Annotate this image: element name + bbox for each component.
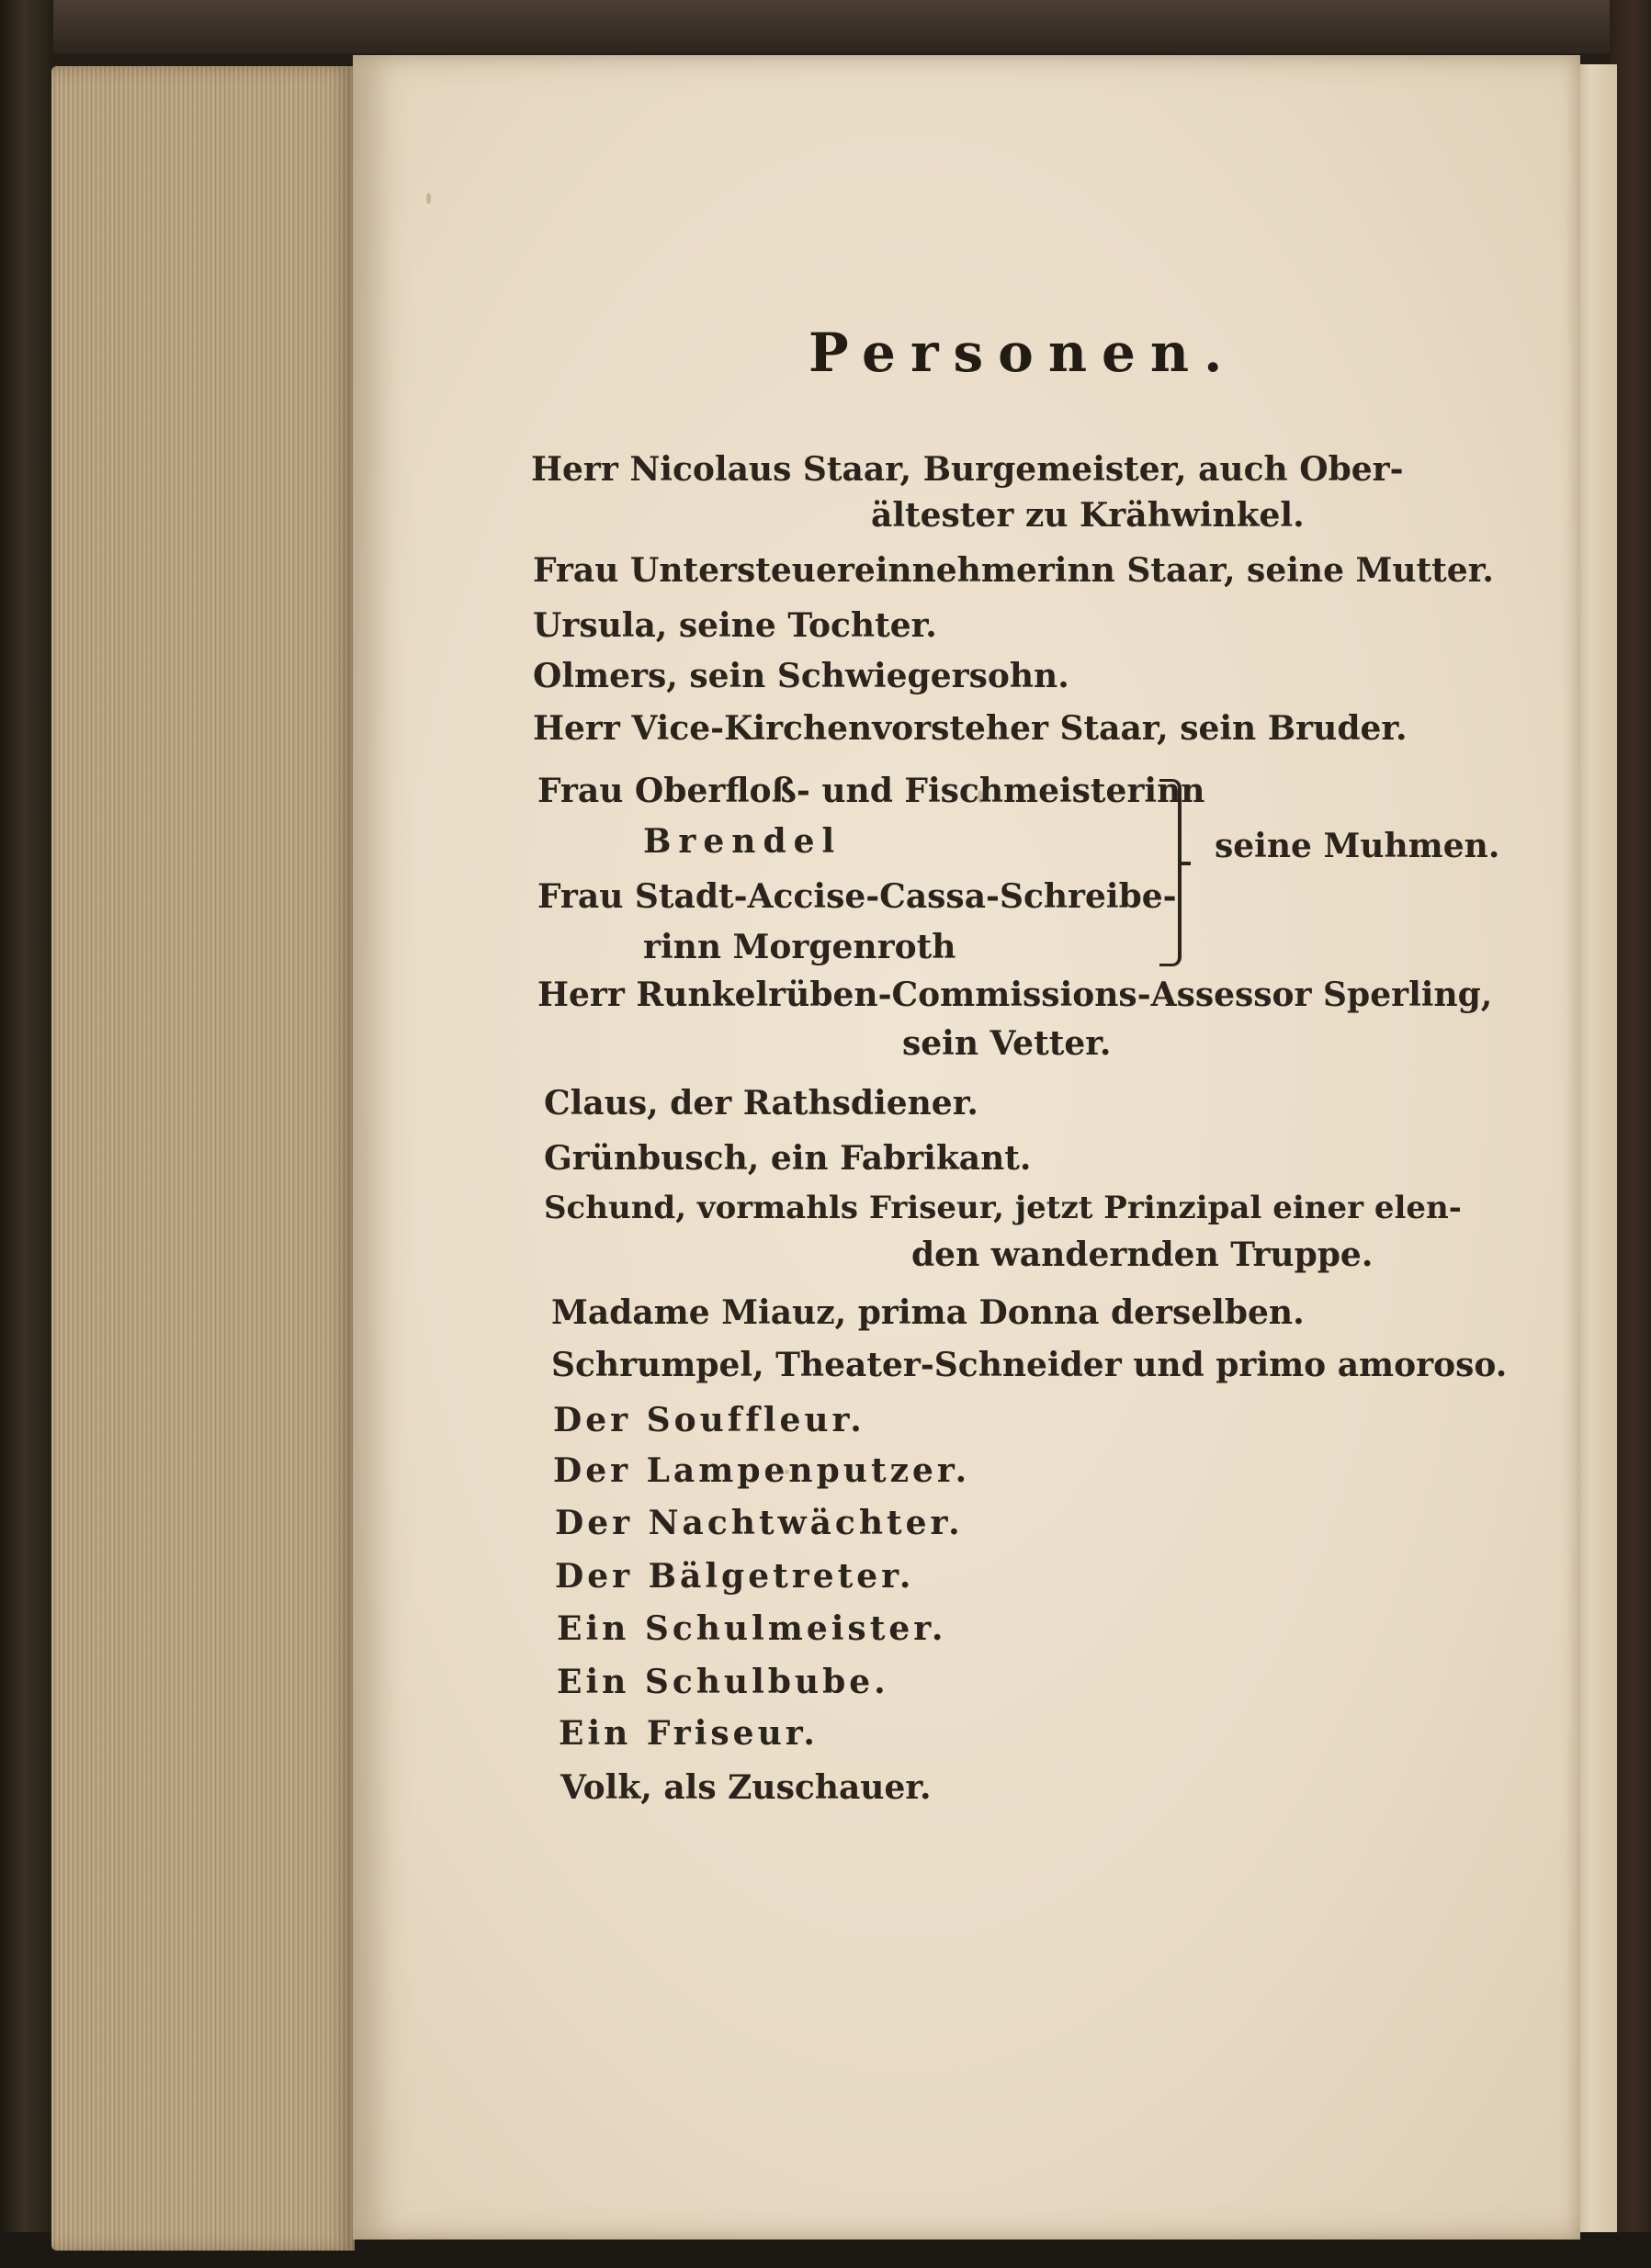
- page-edges: [51, 66, 355, 2251]
- brace-point: [1178, 862, 1191, 865]
- entry-line: Der Nachtwächter.: [555, 1504, 964, 1542]
- foxing-spot: [426, 193, 431, 204]
- entry-line: Frau Stadt-Accise-Cassa-Schreibe-: [537, 877, 1177, 916]
- page-heading: Personen.: [809, 322, 1238, 384]
- entry-line: Der Bälgetreter.: [555, 1557, 915, 1596]
- entry-line: Grünbusch, ein Fabrikant.: [544, 1139, 1032, 1178]
- entry-line: Schrumpel, Theater-Schneider und primo amoroso.: [551, 1346, 1508, 1384]
- entry-line: Der Lampenputzer.: [553, 1451, 971, 1490]
- book-cover-top: [0, 0, 1651, 53]
- entry-line: ältester zu Krähwinkel.: [871, 496, 1305, 535]
- brace-bracket: [1159, 779, 1182, 966]
- entry-line: Brendel: [643, 822, 842, 861]
- entry-line: Ein Friseur.: [559, 1714, 819, 1753]
- entry-line: Ursula, seine Tochter.: [533, 606, 937, 645]
- entry-line: Ein Schulmeister.: [557, 1609, 947, 1648]
- entry-line: den wandernden Truppe.: [911, 1236, 1374, 1274]
- book-cover-left: [0, 0, 53, 2268]
- entry-line: Madame Miauz, prima Donna derselben.: [551, 1293, 1305, 1332]
- entry-line: Frau Oberfloß- und Fischmeisterinn: [537, 772, 1205, 810]
- entry-line: Herr Vice-Kirchenvorsteher Staar, sein Bruder.: [533, 709, 1408, 748]
- entry-line: Frau Untersteuereinnehmerinn Staar, seine Mutter.: [533, 551, 1494, 590]
- entry-line: Herr Nicolaus Staar, Burgemeister, auch Ober-: [531, 450, 1404, 489]
- entry-line: Ein Schulbube.: [557, 1663, 889, 1701]
- entry-line: sein Vetter.: [902, 1024, 1112, 1063]
- entry-line: Claus, der Rathsdiener.: [544, 1084, 978, 1123]
- bracket-label: seine Muhmen.: [1215, 827, 1500, 865]
- entry-line: Der Souffleur.: [553, 1401, 865, 1439]
- entry-line: Herr Runkelrüben-Commissions-Assessor Sperling,: [537, 976, 1493, 1014]
- entry-line: Olmers, sein Schwiegersohn.: [533, 657, 1069, 695]
- entry-line: Schund, vormahls Friseur, jetzt Prinzipal einer elen-: [544, 1190, 1462, 1226]
- entry-line: Volk, als Zuschauer.: [560, 1768, 932, 1807]
- entry-line: rinn Morgenroth: [643, 928, 956, 966]
